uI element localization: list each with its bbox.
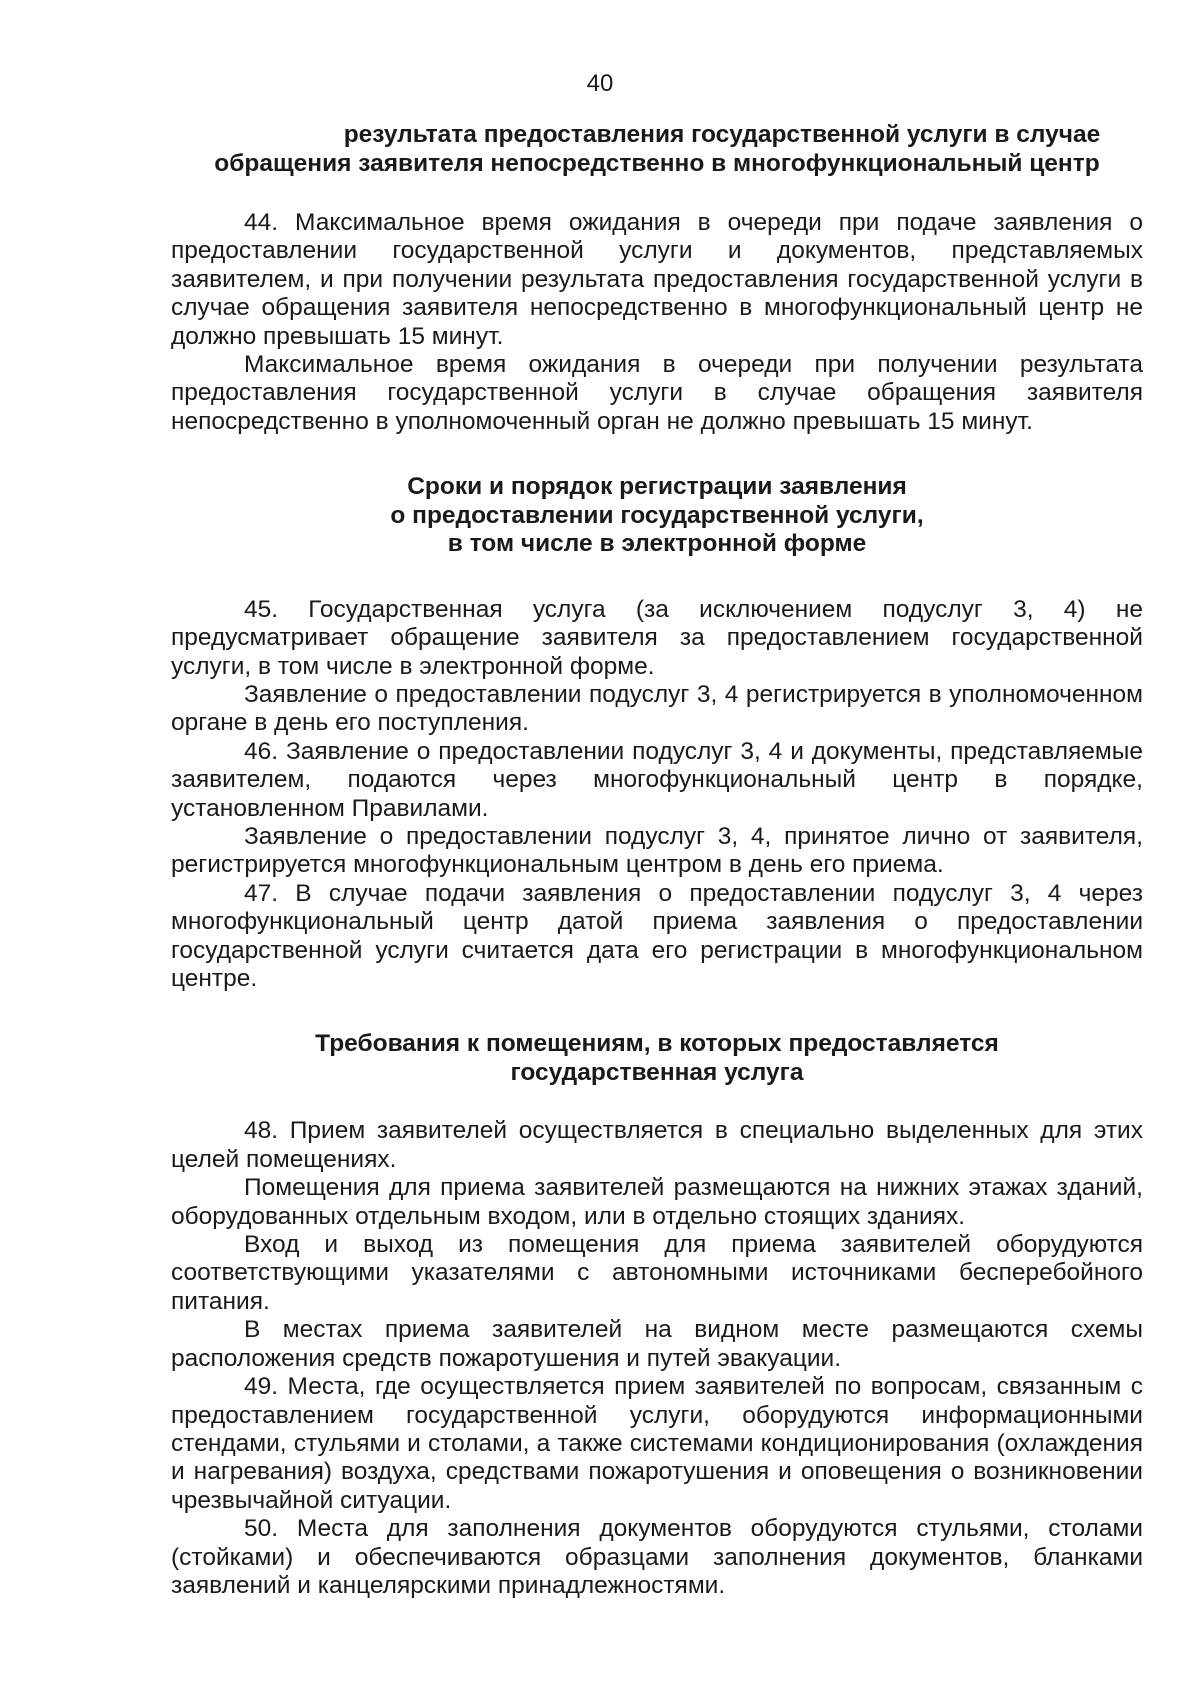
paragraph-50: 50. Места для заполнения документов оборудуются стульями, столами (стойками) и обеспечиваются образцами заполнения документов, бланками заявлений и канцелярскими принадлежностями. <box>171 1515 1143 1599</box>
heading-line: результата предоставления государственной услуги в случае <box>343 121 1101 148</box>
paragraph-47: 47. В случае подачи заявления о предоставлении подуслуг 3, 4 через многофункциональный центр датой приема заявления о предоставлении государственной услуги считается дата его регистрации в многофункциональном центре. <box>171 879 1143 993</box>
heading-line: Сроки и порядок регистрации заявления <box>407 473 907 501</box>
heading-line: в том числе в электронной форме <box>447 530 867 558</box>
section-heading-mfc-waiting <box>171 121 1143 178</box>
paragraph-44-cont: Максимальное время ожидания в очереди при получении результата предоставления государственной услуги в случае обращения заявителя непосредственно в уполномоченный орган не должно превышать 15 минут. <box>171 351 1143 435</box>
heading-line: о предоставлении государственной услуги, <box>390 501 924 529</box>
paragraph-46: 46. Заявление о предоставлении подуслуг 3, 4 и документы, представляемые заявителем, подаются через многофункциональный центр в порядке, установленном Правилами. <box>171 737 1143 822</box>
section-heading-premises <box>171 1030 1143 1087</box>
heading-line: обращения заявителя непосредственно в многофункциональный центр <box>214 149 1100 177</box>
paragraph-46-cont: Заявление о предоставлении подуслуг 3, 4, принятое лично от заявителя, регистрируется многофункциональным центром в день его приема. <box>171 823 1143 879</box>
paragraph-49: 49. Места, где осуществляется прием заявителей по вопросам, связанным с предоставлением государственной услуги, оборудуются информационными стендами, стульями и столами, а также системами кондиционирования (охлаждения и нагревания) воздуха, средствами пожаротушения и оповещения о возникновении чрезвычайной ситуации. <box>171 1373 1143 1514</box>
paragraph-48-cont: Вход и выход из помещения для приема заявителей оборудуются соответствующими указателями с автономными источниками бесперебойного питания. <box>171 1231 1143 1315</box>
heading-line: государственная услуга <box>510 1058 804 1086</box>
section-heading-registration <box>171 473 1143 559</box>
paragraph-48-cont: В местах приема заявителей на видном месте размещаются схемы расположения средств пожаротушения и путей эвакуации. <box>171 1316 1143 1372</box>
paragraph-45: 45. Государственная услуга (за исключением подуслуг 3, 4) не предусматривает обращение заявителя за предоставлением государственной услуги, в том числе в электронной форме. <box>171 595 1143 680</box>
heading-line: Требования к помещениям, в которых предоставляется <box>315 1030 999 1058</box>
document-body <box>171 121 1143 1600</box>
paragraph-44: 44. Максимальное время ожидания в очереди при подаче заявления о предоставлении государственной услуги и документов, представляемых заявителем, и при получении результата предоставления государственной услуги в случае обращения заявителя непосредственно в многофункциональный центр не должно превышать 15 минут. <box>171 209 1143 350</box>
paragraph-45-cont: Заявление о предоставлении подуслуг 3, 4 регистрируется в уполномоченном органе в день его поступления. <box>171 680 1143 737</box>
paragraph-48: 48. Прием заявителей осуществляется в специально выделенных для этих целей помещениях. <box>171 1117 1143 1173</box>
page-number: 40 <box>586 70 614 97</box>
paragraph-48-cont: Помещения для приема заявителей размещаются на нижних этажах зданий, оборудованных отдельным входом, или в отдельно стоящих зданиях. <box>171 1174 1143 1230</box>
